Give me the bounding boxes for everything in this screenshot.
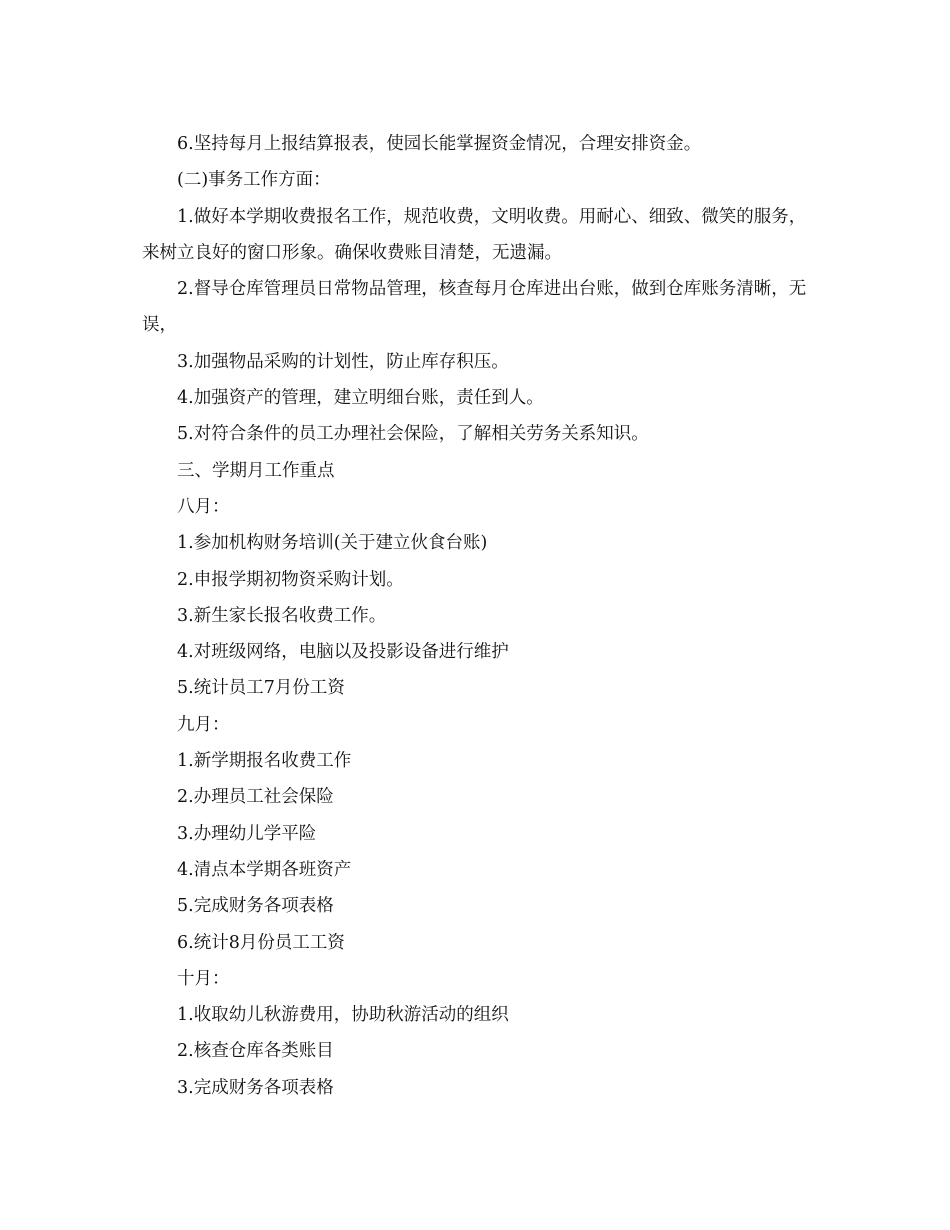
list-item: 4.对班级网络，电脑以及投影设备进行维护 xyxy=(177,642,509,663)
list-item: 2.申报学期初物资采购计划。 xyxy=(177,569,404,590)
list-item: 3.新生家长报名收费工作。 xyxy=(177,605,387,626)
list-item: 1.收取幼儿秋游费用，协助秋游活动的组织 xyxy=(177,1005,509,1026)
list-item: 5.统计员工7月份工资 xyxy=(177,678,345,699)
paragraph: 6.坚持每月上报结算报表，使园长能掌握资金情况，合理安排资金。 xyxy=(177,134,702,154)
month-heading: 八月： xyxy=(177,496,230,517)
section-heading: 三、学期月工作重点 xyxy=(177,460,335,481)
list-item: 1.参加机构财务培训(关于建立伙食台账) xyxy=(177,533,488,554)
list-item: 2.办理员工社会保险 xyxy=(177,787,334,808)
paragraph: 3.加强物品采购的计划性，防止库存积压。 xyxy=(177,351,509,372)
list-item: 6.统计8月份员工工资 xyxy=(177,932,345,953)
month-heading: 十月： xyxy=(177,968,230,989)
paragraph: 5.对符合条件的员工办理社会保险，了解相关劳务关系知识。 xyxy=(177,424,649,445)
list-item: 1.新学期报名收费工作 xyxy=(177,751,352,772)
list-item: 3.办理幼儿学平险 xyxy=(177,823,317,844)
month-heading: 九月： xyxy=(177,714,230,735)
list-item: 5.完成财务各项表格 xyxy=(177,896,334,917)
section-heading: (二)事务工作方面： xyxy=(177,170,331,191)
paragraph: 2.督导仓库管理员日常物品管理，核查每月仓库进出台账，做到仓库账务清晰，无误， xyxy=(142,279,807,336)
list-item: 4.清点本学期各班资产 xyxy=(177,859,352,880)
document-body xyxy=(142,126,822,1106)
list-item: 2.核查仓库各类账目 xyxy=(177,1041,334,1062)
list-item: 3.完成财务各项表格 xyxy=(177,1077,334,1098)
paragraph: 1.做好本学期收费报名工作，规范收费，文明收费。用耐心、细致、微笑的服务，来树立良好的窗口形象。确保收费账目清楚，无遗漏。 xyxy=(142,206,807,263)
paragraph: 4.加强资产的管理，建立明细台账，责任到人。 xyxy=(177,388,544,409)
